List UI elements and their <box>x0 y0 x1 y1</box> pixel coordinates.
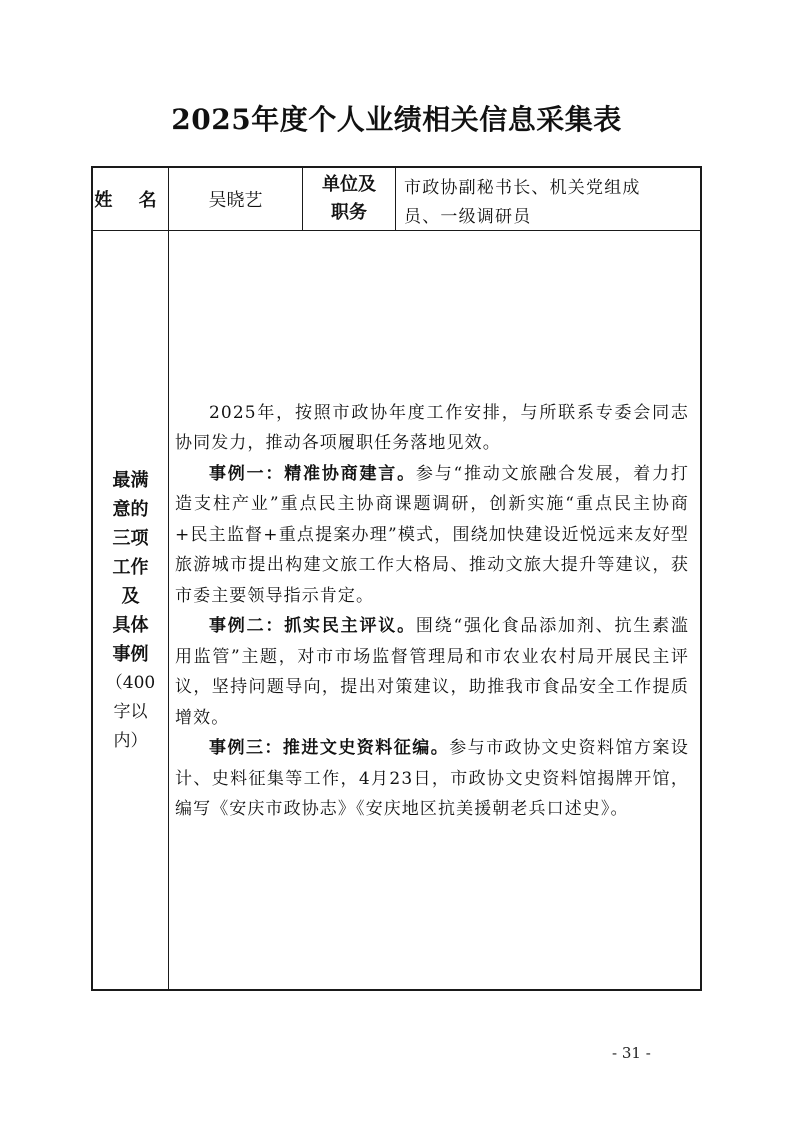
side-label-line: 工作 <box>112 557 149 578</box>
case-paragraph-1 <box>175 459 689 612</box>
side-label-line: 内） <box>113 731 148 751</box>
unit-value-cell <box>396 168 701 230</box>
work-examples-content-cell <box>169 231 701 991</box>
case3-title: 事例三：推进文史资料征编。 <box>209 738 450 758</box>
side-label-line: 具体 <box>112 615 149 636</box>
case2-text: 围绕“强化食品添加剂、抗生素滥用监管”主题，对市市场监督管理局和市农业农村局开展民主评议，坚持问题导向，提出对策建议，助推我市食品安全工作提质增效。 <box>175 616 689 728</box>
side-label-line: 最满 <box>112 470 149 491</box>
work-examples-label-cell <box>93 231 168 991</box>
case1-text: 参与“推动文旅融合发展，着力打造支柱产业”重点民主协商课题调研，创新实施“重点民主协商+民主监督+重点提案办理”模式，围绕加快建设近悦远来友好型旅游城市提出构建文旅工作大格局、推动文旅大提升等建议，获市委主要领导指示肯定。 <box>175 463 689 606</box>
side-label-line: 事例 <box>112 644 149 665</box>
intro-paragraph: 2025年，按照市政协年度工作安排，与所联系专委会同志协同发力，推动各项履职任务落地见效。 <box>175 402 689 453</box>
case-paragraph-3 <box>175 733 689 825</box>
name-value-cell <box>169 168 302 230</box>
page-title: 2025年度个人业绩相关信息采集表 <box>171 103 622 136</box>
case3-text: 参与市政协文史资料馆方案设计、史料征集等工作，4月23日，市政协文史资料馆揭牌开馆，编写《安庆市政协志》《安庆地区抗美援朝老兵口述史》。 <box>175 738 689 819</box>
case-paragraph-2 <box>175 611 689 733</box>
unit-label-line1: 单位及 <box>322 174 376 195</box>
side-label-line: （400 <box>105 673 156 693</box>
info-form-table <box>91 166 702 991</box>
name-label: 姓 名 <box>94 190 167 211</box>
side-label-line: 意的 <box>112 499 149 520</box>
unit-value-line2: 员、一级调研员 <box>404 207 532 227</box>
name-value: 吴晓艺 <box>208 190 263 211</box>
page-number: - 31 - <box>612 1044 651 1062</box>
name-label-cell <box>93 168 168 230</box>
case1-title: 事例一：精准协商建言。 <box>209 463 416 484</box>
unit-label-cell <box>303 168 395 230</box>
unit-label-line2: 职务 <box>331 202 367 223</box>
case2-title: 事例二：抓实民主评议。 <box>209 616 416 636</box>
side-label-line: 字以 <box>113 702 148 722</box>
side-label-line: 三项 <box>112 528 149 549</box>
unit-value-line1: 市政协副秘书长、机关党组成 <box>404 178 641 198</box>
side-label-line: 及 <box>121 586 140 607</box>
